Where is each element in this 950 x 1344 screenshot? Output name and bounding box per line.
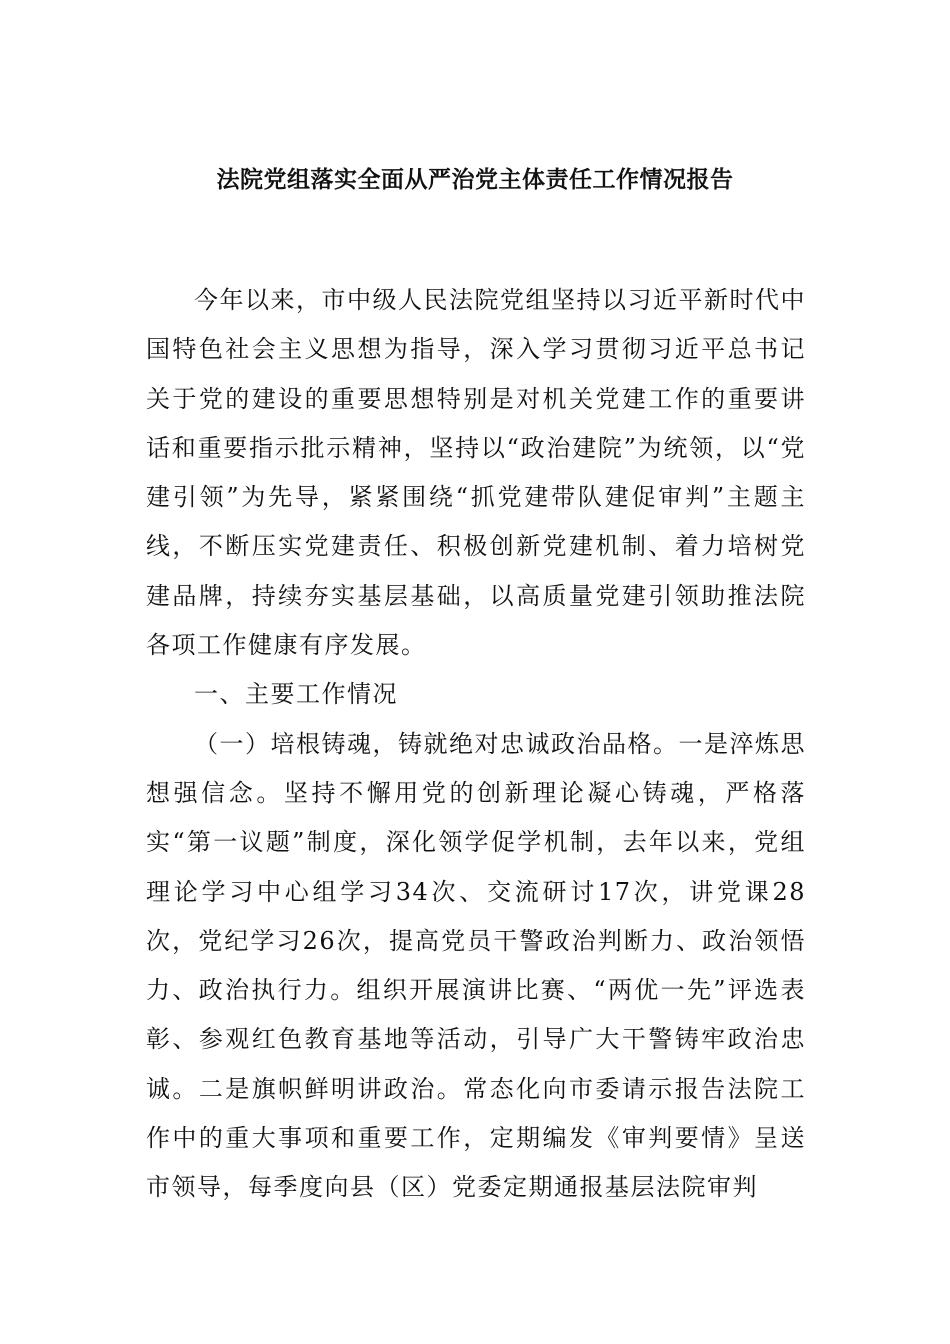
document-body: [146, 276, 806, 1213]
document-title: 法院党组落实全面从严治党主体责任工作情况报告: [216, 166, 734, 193]
paragraph-section-1: （一）培根铸魂，铸就绝对忠诚政治品格。一是淬炼思想强信念。坚持不懈用党的创新理论凝心铸魂，严格落实“第一议题”制度，深化领学促学机制，去年以来，党组理论学习中心组学习34次、交流研讨17次，讲党课28次，党纪学习26次，提高党员干警政治判断力、政治领悟力、政治执行力。组织开展演讲比赛、“两优一先”评选表彰、参观红色教育基地等活动，引导广大干警铸牢政治忠诚。二是旗帜鲜明讲政治。常态化向市委请示报告法院工作中的重大事项和重要工作，定期编发《审判要情》呈送市领导，每季度向县（区）党委定期通报基层法院审判: [146, 729, 806, 1202]
paragraph-intro: 今年以来，市中级人民法院党组坚持以习近平新时代中国特色社会主义思想为指导，深入学习贯彻习近平总书记关于党的建设的重要思想特别是对机关党建工作的重要讲话和重要指示批示精神，坚持以“政治建院”为统领，以“党建引领”为先导，紧紧围绕“抓党建带队建促审判”主题主线，不断压实党建责任、积极创新党建机制、着力培树党建品牌，持续夯实基层基础，以高质量党建引领助推法院各项工作健康有序发展。: [146, 286, 806, 660]
section-heading-main-work: 一、主要工作情况: [194, 680, 398, 709]
